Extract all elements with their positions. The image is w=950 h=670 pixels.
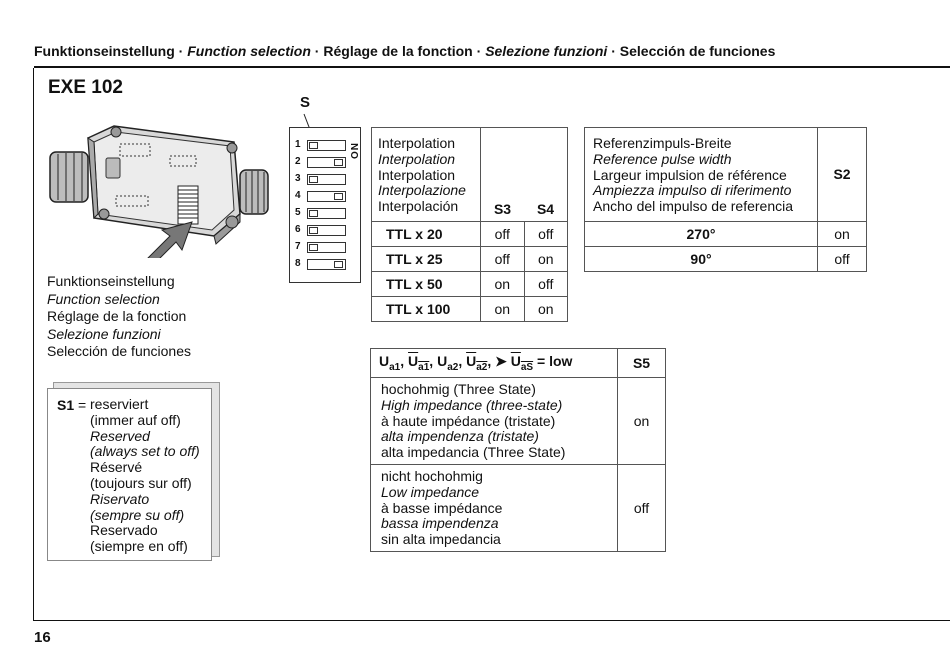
desc-line: sin alta impedancia bbox=[381, 531, 501, 548]
sep: , bbox=[487, 353, 496, 370]
table-row bbox=[372, 296, 568, 321]
caption-de: Funktionseinstellung bbox=[47, 273, 175, 289]
dip-toggle bbox=[307, 174, 346, 185]
s1-line: (sempre su off) bbox=[90, 506, 185, 523]
s4-value: off bbox=[524, 221, 568, 246]
table-row bbox=[585, 246, 867, 271]
dip-position-number: 2 bbox=[295, 156, 301, 167]
row-label: TTL x 20 bbox=[372, 221, 481, 246]
s3-value: off bbox=[481, 221, 525, 246]
desc-line: Low impedance bbox=[381, 483, 480, 500]
sep: , bbox=[429, 353, 438, 370]
header-de: Funktionseinstellung bbox=[34, 43, 175, 59]
desc-line: bassa impendenza bbox=[381, 515, 499, 532]
s2-value: off bbox=[818, 246, 867, 271]
dip-toggle bbox=[307, 242, 346, 253]
function-selection-caption bbox=[47, 273, 191, 361]
device-illustration bbox=[44, 118, 276, 258]
row-description bbox=[371, 378, 618, 465]
output-impedance-table bbox=[370, 348, 666, 552]
desc-line: High impedance (three-state) bbox=[381, 396, 563, 413]
col-s3: S3 bbox=[481, 193, 525, 222]
dip-position-number: 4 bbox=[295, 190, 301, 201]
dip-knob bbox=[309, 176, 318, 183]
header-line: Largeur impulsion de référence bbox=[593, 166, 787, 183]
s5-value: on bbox=[618, 378, 666, 465]
s1-line: reserviert bbox=[90, 396, 149, 412]
row-label: 270° bbox=[585, 221, 818, 246]
s5-value: off bbox=[618, 464, 666, 551]
signal-sub: a2 bbox=[447, 361, 459, 373]
header-sep: · bbox=[472, 43, 486, 59]
desc-line: alta impedancia (Three State) bbox=[381, 444, 566, 461]
header-sep: · bbox=[607, 43, 620, 59]
dip-knob bbox=[334, 193, 343, 200]
s2-value: on bbox=[818, 221, 867, 246]
s1-line: Reservado bbox=[90, 522, 158, 539]
header-blank bbox=[481, 128, 568, 193]
row-description bbox=[371, 464, 618, 551]
table-row bbox=[371, 464, 666, 551]
header-line: Interpolation bbox=[378, 166, 456, 183]
signal-sub: a1 bbox=[418, 361, 430, 373]
s4-value: on bbox=[524, 246, 568, 271]
signal-u-inv: U bbox=[510, 353, 521, 370]
s1-description bbox=[90, 397, 200, 555]
col-s5: S5 bbox=[618, 349, 666, 378]
s1-line: (toujours sur off) bbox=[90, 474, 192, 491]
dip-knob bbox=[309, 142, 318, 149]
reference-pulse-table bbox=[584, 127, 867, 272]
dip-knob bbox=[334, 159, 343, 166]
s3-value: on bbox=[481, 271, 525, 296]
s4-value: off bbox=[524, 271, 568, 296]
header-line: Ancho del impulso de referencia bbox=[593, 198, 794, 215]
dip-switch bbox=[289, 127, 361, 283]
dip-toggle bbox=[307, 259, 346, 270]
dip-toggle bbox=[307, 225, 346, 236]
col-s2: S2 bbox=[818, 128, 867, 222]
frame-left bbox=[33, 68, 34, 620]
s3-value: off bbox=[481, 246, 525, 271]
output-header bbox=[371, 349, 618, 378]
caption-fr: Réglage de la fonction bbox=[47, 308, 187, 324]
dip-knob bbox=[309, 210, 318, 217]
dip-position-number: 6 bbox=[295, 224, 301, 235]
dip-toggle bbox=[307, 191, 346, 202]
dip-position-number: 5 bbox=[295, 207, 301, 218]
desc-line: nicht hochohmig bbox=[381, 467, 483, 484]
dip-toggle bbox=[307, 140, 346, 151]
arrow-icon: ➤ bbox=[495, 353, 507, 370]
caption-es: Selección de funciones bbox=[47, 343, 191, 359]
s1-line: Reserved bbox=[90, 427, 150, 444]
dip-toggle bbox=[307, 208, 346, 219]
s4-value: on bbox=[524, 296, 568, 321]
table-row bbox=[585, 221, 867, 246]
header-rule bbox=[34, 66, 950, 68]
page-number: 16 bbox=[34, 629, 51, 646]
table-row bbox=[371, 378, 666, 465]
reference-header bbox=[585, 128, 818, 222]
s1-line: (siempre en off) bbox=[90, 538, 188, 555]
header-line: Interpolation bbox=[378, 135, 456, 151]
signal-u-inv: U bbox=[466, 353, 477, 370]
col-s4: S4 bbox=[524, 193, 568, 222]
signal-u-inv: U bbox=[408, 353, 419, 370]
row-label: TTL x 50 bbox=[372, 271, 481, 296]
dip-knob bbox=[309, 244, 318, 251]
dip-knob bbox=[334, 261, 343, 268]
s1-key-label: S1 bbox=[57, 397, 75, 413]
header-it: Selezione funzioni bbox=[485, 43, 608, 59]
table-row bbox=[372, 221, 568, 246]
header-line: Reference pulse width bbox=[593, 150, 732, 167]
header-es: Selección de funciones bbox=[619, 43, 776, 59]
desc-line: hochohmig (Three State) bbox=[381, 381, 536, 397]
dip-toggle bbox=[307, 157, 346, 168]
interpolation-header bbox=[372, 128, 481, 222]
row-label: 90° bbox=[585, 246, 818, 271]
signal-sub: a1 bbox=[389, 361, 401, 373]
interpolation-table bbox=[371, 127, 568, 322]
signal-u: U bbox=[379, 353, 390, 370]
dip-position-number: 1 bbox=[295, 139, 301, 150]
s1-line: (always set to off) bbox=[90, 443, 200, 460]
signal-sub: aS bbox=[520, 361, 534, 373]
header-en: Function selection bbox=[187, 43, 311, 59]
desc-line: alta impendenza (tristate) bbox=[381, 428, 539, 445]
header-line: Interpolación bbox=[378, 198, 459, 215]
header-line: Interpolation bbox=[378, 150, 456, 167]
header-sep: · bbox=[174, 43, 188, 59]
caption-it: Selezione funzioni bbox=[47, 325, 161, 342]
row-label: TTL x 100 bbox=[372, 296, 481, 321]
signal-sub: a2 bbox=[476, 361, 488, 373]
s1-line: (immer auf off) bbox=[90, 411, 181, 428]
sep: , bbox=[458, 353, 467, 370]
dip-position-number: 3 bbox=[295, 173, 301, 184]
desc-line: à basse impédance bbox=[381, 499, 503, 516]
dip-knob bbox=[309, 227, 318, 234]
header-fr: Réglage de la fonction bbox=[323, 43, 473, 59]
frame-bottom bbox=[33, 620, 950, 621]
table-row bbox=[372, 271, 568, 296]
s3-value: on bbox=[481, 296, 525, 321]
dip-position-number: 7 bbox=[295, 241, 301, 252]
s1-key bbox=[57, 397, 86, 413]
dip-position-number: 8 bbox=[295, 258, 301, 269]
table-row bbox=[372, 246, 568, 271]
desc-line: à haute impédance (tristate) bbox=[381, 412, 556, 429]
header-tail: = low bbox=[533, 353, 573, 370]
header-sep: · bbox=[310, 43, 324, 59]
s1-eq: = bbox=[78, 397, 87, 413]
header-line: Ampiezza impulso di riferimento bbox=[593, 182, 792, 199]
caption-en: Function selection bbox=[47, 290, 160, 307]
page-header bbox=[34, 43, 775, 59]
header-line: Referenzimpuls-Breite bbox=[593, 135, 732, 151]
signal-u: U bbox=[437, 353, 448, 370]
sep: , bbox=[400, 353, 409, 370]
s1-line: Réservé bbox=[90, 459, 143, 476]
row-label: TTL x 25 bbox=[372, 246, 481, 271]
header-line: Interpolazione bbox=[378, 182, 466, 199]
s1-line: Riservato bbox=[90, 490, 150, 507]
dip-on-label: ON bbox=[350, 142, 361, 159]
switch-label: S bbox=[300, 94, 311, 111]
page-title: EXE 102 bbox=[48, 77, 123, 98]
